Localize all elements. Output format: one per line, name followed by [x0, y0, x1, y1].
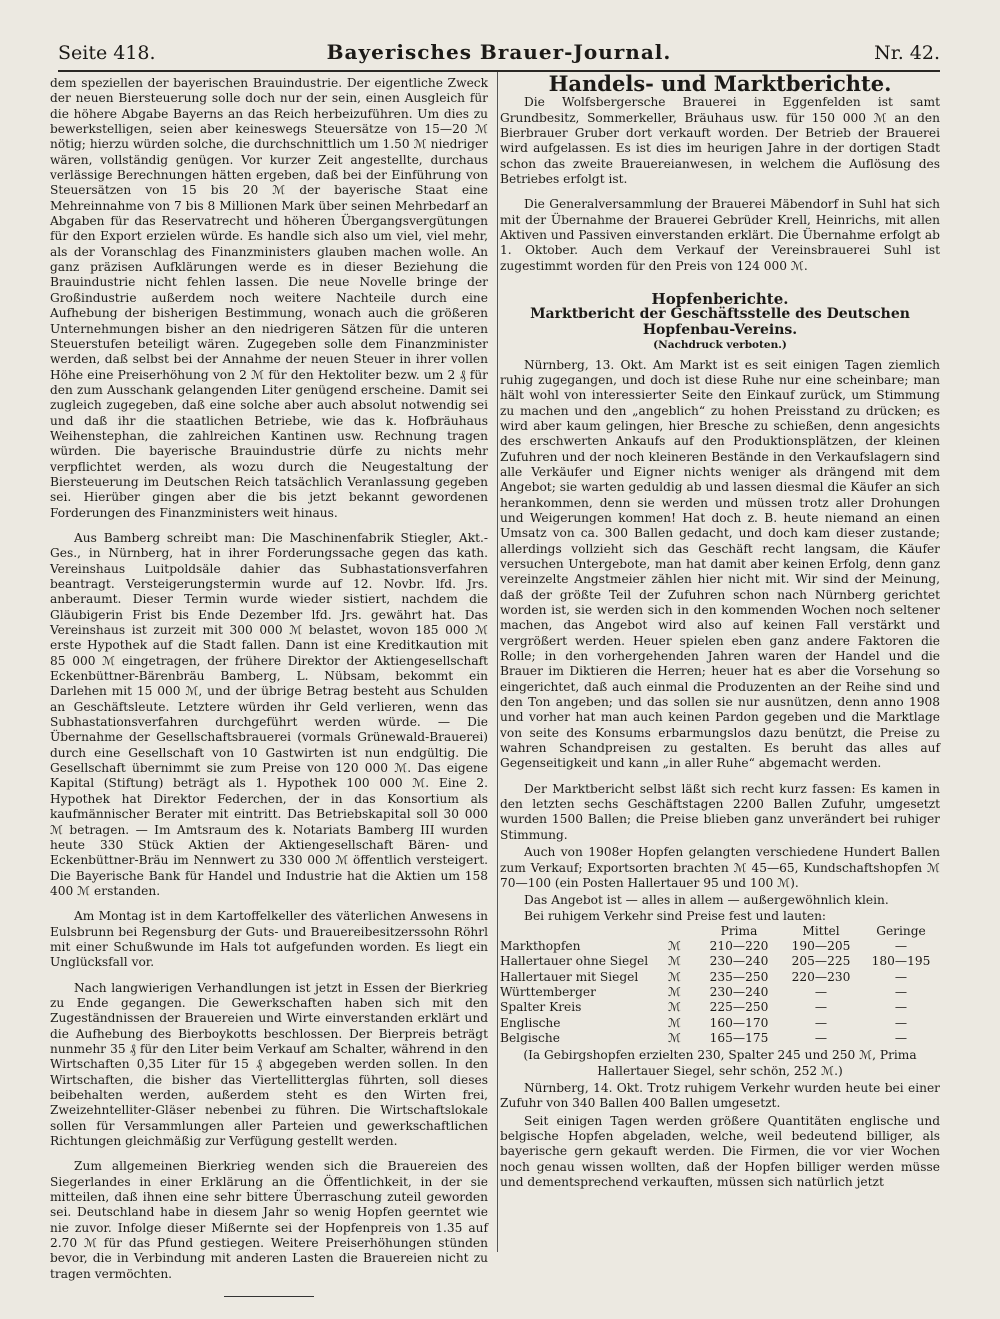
table-cell: —: [894, 1030, 908, 1045]
table-note: (Ia Gebirgshopfen erzielten 230, Spalter 245 und 250 ℳ, Prima Hallertauer Siegel, sehr schön, 252 ℳ.): [523, 1048, 917, 1078]
table-header-cell: [500, 924, 668, 939]
table-cell: 160—170: [709, 1015, 769, 1030]
table-cell: Englische: [500, 1015, 561, 1030]
page-number: Seite 418.: [58, 42, 156, 64]
article-paragraph: Nach langwierigen Verhandlungen ist jetzt in Essen der Bierkrieg zu Ende gegangen. Die Gewerkschaften haben sich mit den Zugeständnissen der Brauereien und Wirte einverstanden erklärt und die Aufhebung des Bierboykotts beschlossen. Der Bierpreis beträgt nunmehr 35 ₰ für den Liter beim Verkauf am Schalter, während in den Wirtschaften 0,35 Liter für 15 ₰ abgegeben werden sollen. In den Wirtschaften, die bisher das Viertellitterglas führten, soll dieses beibehalten werden, außerdem steht es den Wirten frei, Zweizehntelliter-Gläser nebenbei zu führen. Die Wirtschaftslokale sollen für Versammlungen aller Parteien und gewerkschaftlichen Richtungen gleichmäßig zur Verfügung gestellt werden.: [50, 980, 488, 1149]
journal-title: Bayerisches Brauer-Journal.: [326, 40, 672, 64]
table-cell: Spalter Kreis: [500, 1000, 582, 1015]
table-cell: —: [894, 985, 908, 1000]
table-cell: —: [894, 1000, 908, 1015]
article-paragraph: dem speziellen der bayerischen Brauindustrie. Der eigentliche Zweck der neuen Biersteuerung solle doch nur der sein, einen Ausgleich für die höhere Abgabe Bayerns an das Reich herbeizuführen. Um dies zu bewerkstelligen, seien aber keineswegs Steuersätze von 15—20 ℳ nötig; hierzu würden solche, die durchschnittlich um 1.50 ℳ niedriger wären, vollständig genügen. Vor kurzer Zeit angestellte, durchaus verlässige Berechnungen hätten ergeben, daß bei der Einführung von Steuersätzen von 15 bis 20 ℳ der bayerische Staat eine Mehreinnahme von 7 bis 8 Millionen Mark über seinen Mehrbedarf an Abgaben für das Reservatrecht und höheren Übergangsvergütungen für den Export erzielen würde. Es handle sich also um viel, viel mehr, als der Voranschlag des Finanzministers glauben machen wolle. An ganz präzisen Aufklärungen werde es in dieser Beziehung die Brauindustrie nicht fehlen lassen. Die neue Novelle bringe der Großindustrie außerdem noch weitere Nachteile durch eine Aufhebung der bisherigen Bestimmung, wonach auch die größeren Unternehmungen bisher an den niedrigeren Sätzen für die unteren Steuerstufen beteiligt wären. Zugegeben solle dem Finanzminister werden, daß selbst bei der Annahme der neuen Steuer in ihrer vollen Höhe eine Preiserhöhung von 2 ℳ für den Hektoliter bezw. um 2 ₰ für den zum Ausschank gelangenden Liter genügend erscheine. Damit sei zugleich zugegeben, daß eine solche aber auch absolut notwendig sei und daß ihr die staatlichen Betriebe, wie das k. Hofbräuhaus Weihenstephan, die zahlreichen Kantinen usw. Rechnung tragen würden. Die bayerische Brauindustrie dürfe zu nichts mehr verpflichtet werden, als wozu durch die Neugestaltung der Biersteuerung im Deutschen Reich tatsächlich Veranlassung gegeben sei. Hierüber gingen aber die bis jetzt bekannt gewordenen Forderungen des Finanzministers weit hinaus.: [50, 76, 488, 520]
table-cell: ℳ: [668, 969, 682, 984]
column-divider: [497, 72, 498, 1252]
table-cell: —: [814, 985, 828, 1000]
table-cell: —: [814, 1030, 828, 1045]
table-cell: 235—250: [709, 969, 769, 984]
left-column: [50, 76, 488, 1297]
table-cell: Markthopfen: [500, 939, 581, 954]
table-header-row: [500, 924, 940, 939]
hop-report-subheading: Marktbericht der Geschäftsstelle des Deutschen Hopfenbau-Vereins.: [530, 306, 910, 338]
hop-price-table: [500, 924, 940, 1046]
table-cell: —: [814, 1000, 828, 1015]
table-row: [500, 985, 940, 1000]
table-row: [500, 1000, 940, 1015]
table-cell: ℳ: [668, 1000, 682, 1015]
table-cell: 230—240: [709, 954, 769, 969]
table-cell: ℳ: [668, 1015, 682, 1030]
article-paragraph: Nürnberg, 13. Okt. Am Markt ist es seit einigen Tagen ziemlich ruhig zugegangen, und doch ist diese Ruhe nur eine scheinbare; man hält wohl von interessierter Seite den Einkauf zurück, um Stimmung zu machen und den „angeblich“ zu hohen Preisstand zu drücken; es wird aber kaum gelingen, hier Bresche zu schießen, denn angesichts des erschwerten Ankaufs auf den Produktionsplätzen, der kleinen Zufuhren und der noch kleineren Bestände in den Verkaufslagern sind alle Verkäufer und Eigner nichts weniger als drängend mit dem Angebot; sie warten geduldig ab und lassen diesmal die Käufer an sich herankommen, denn sie werden und müssen trotz aller Drohungen und Weigerungen kommen! Hat doch z. B. heute niemand an einen Umsatz von ca. 300 Ballen gedacht, und doch kam dieser zustande; allerdings vollzieht sich das Geschäft recht langsam, die Käufer versuchen Untergebote, man hat damit aber keinen Erfolg, denn ganz vereinzelte Angstmeier zählen hier nicht mit. Wir sind der Meinung, daß der größte Teil der Zufuhren schon nach Nürnberg gerichtet worden ist, sie werden sich in den kommenden Wochen noch seltener machen, das Angebot wird also auf keinen Fall verstärkt und vergrößert werden. Heuer spielen eben ganz andere Faktoren die Rolle; in den vorhergehenden Jahren waren der Handel und die Brauer im Diktieren die Herren; heuer hat es aber die Vorsehung so eingerichtet, daß auch einmal die Produzenten an der Reihe sind und den Ton angeben; und das sollen sie nur ausnützen, denn anno 1908 und vorher hat man auch keinen Pardon gegeben und die Marktlage von seite des Konsums erbarmungslos dazu benützt, die Preise zu wahren Schandpreisen zu gestalten. Es beruht das alles auf Gegenseitigkeit und kann „in aller Ruhe“ abgemacht werden.: [500, 357, 940, 771]
table-cell: 190—205: [791, 939, 851, 954]
table-cell: Belgische: [500, 1030, 560, 1045]
table-cell: ℳ: [668, 954, 682, 969]
reprint-note: (Nachdruck verboten.): [653, 339, 787, 352]
table-cell: ℳ: [668, 1030, 682, 1045]
table-cell: —: [894, 939, 908, 954]
table-cell: 210—220: [709, 939, 769, 954]
table-cell: 225—250: [709, 1000, 769, 1015]
table-row: [500, 939, 940, 954]
table-header-cell: [668, 924, 698, 939]
table-cell: Hallertauer mit Siegel: [500, 969, 639, 984]
table-cell: 220—230: [791, 969, 851, 984]
table-cell: Württemberger: [500, 985, 596, 1000]
page-header: [58, 40, 940, 70]
table-row: [500, 970, 940, 985]
table-cell: 205—225: [791, 954, 851, 969]
article-paragraph: Aus Bamberg schreibt man: Die Maschinenfabrik Stiegler, Akt.-Ges., in Nürnberg, hat in ihrer Forderungssache gegen das kath. Vereinshaus Luitpoldsäle dahier das Subhastationsverfahren beantragt. Versteigerungstermin wurde auf 12. Novbr. lfd. Jrs. anberaumt. Dieser Termin wurde wieder sistiert, nachdem die Gläubigerin Frist bis Ende Dezember lfd. Jrs. gewährt hat. Das Vereinshaus ist zurzeit mit 300 000 ℳ belastet, wovon 185 000 ℳ erste Hypothek auf die Stadt fallen. Dann ist eine Kreditkaution mit 85 000 ℳ eingetragen, der frühere Direktor der Aktiengesellschaft Eckenbüttner-Bärenbräu Bamberg, L. Nübsam, bekommt ein Darlehen mit 15 000 ℳ, und der übrige Betrag besteht aus Schulden an Geschäftsleute. Letztere würden ihr Geld verlieren, wenn das Subhastationsverfahren durchgeführt werden würde. — Die Übernahme der Gesellschaftsbrauerei (vormals Grünewald-Brauerei) durch eine Gesellschaft von 10 Gastwirten ist nun endgültig. Die Gesellschaft übernimmt sie zum Preise von 120 000 ℳ. Das eigene Kapital (Stiftung) beträgt als 1. Hypothek 100 000 ℳ. Eine 2. Hypothek hat Direktor Federchen, der in das Konsortium als kaufmännischer Berater mit eintritt. Das Betriebskapital soll 30 000 ℳ betragen. — Im Amtsraum des k. Notariats Bamberg III wurden heute 330 Stück Aktien der Aktiengesellschaft Bären- und Eckenbüttner-Bräu im Nennwert zu 330 000 ℳ öffentlich versteigert. Die Bayerische Bank für Handel und Industrie hat die Aktien um 158 400 ℳ erstanden.: [50, 530, 488, 898]
table-row: [500, 1031, 940, 1046]
article-paragraph: Das Angebot ist — alles in allem — außergewöhnlich klein.: [524, 893, 889, 908]
table-cell: ℳ: [668, 939, 682, 954]
table-row: [500, 954, 940, 969]
article-paragraph: Nürnberg, 14. Okt. Trotz ruhigem Verkehr wurden heute bei einer Zufuhr von 340 Ballen 400 Ballen umgesetzt.: [500, 1080, 940, 1111]
article-paragraph: Die Wolfsbergersche Brauerei in Eggenfelden ist samt Grundbesitz, Sommerkeller, Bräuhaus usw. für 150 000 ℳ an den Bierbrauer Gruber dort verkauft worden. Der Betrieb der Brauerei wird aufgelassen. Es ist dies im heurigen Jahre in der dortigen Stadt schon das zweite Brauereianwesen, in welchem die Auflösung des Betriebes erfolgt ist.: [500, 95, 940, 187]
table-header-cell: Geringe: [876, 923, 926, 938]
table-cell: 230—240: [709, 985, 769, 1000]
table-row: [500, 1016, 940, 1031]
table-cell: —: [894, 1015, 908, 1030]
table-cell: —: [814, 1015, 828, 1030]
table-cell: 165—175: [709, 1030, 769, 1045]
article-paragraph: Seit einigen Tagen werden größere Quantitäten englische und belgische Hopfen abgeladen, welche, weil bedeutend billiger, als bayerische gern gekauft werden. Die Firmen, die vor vier Wochen noch genau wissen wollten, daß der Hopfen billiger werden müsse und dementsprechend verkauften, müssen sich natürlich jetzt: [500, 1113, 940, 1189]
article-paragraph: Zum allgemeinen Bierkrieg wenden sich die Brauereien des Siegerlandes in einer Erklärung an die Öffentlichkeit, in der sie mitteilen, daß ihnen eine sehr bittere Überraschung zuteil geworden sei. Deutschland habe in diesem Jahr so wenig Hopfen geerntet wie nie zuvor. Infolge dieser Mißernte sei der Hopfenpreis von 1.35 auf 2.70 ℳ für das Pfund gestiegen. Weitere Preiserhöhungen stünden bevor, die in Verbindung mit anderen Lasten die Brauereien nicht zu tragen vermöchten.: [50, 1159, 488, 1281]
article-paragraph: Bei ruhigem Verkehr sind Preise fest und lauten:: [524, 908, 827, 923]
table-header-cell: Prima: [720, 923, 758, 938]
table-cell: ℳ: [668, 985, 682, 1000]
issue-number: Nr. 42.: [874, 42, 940, 64]
article-paragraph: Der Marktbericht selbst läßt sich recht kurz fassen: Es kamen in den letzten sechs Geschäftstagen 2200 Ballen Zufuhr, umgesetzt wurden 1500 Ballen; die Preise blieben ganz unverändert bei ruhiger Stimmung.: [500, 781, 940, 842]
article-paragraph: Am Montag ist in dem Kartoffelkeller des väterlichen Anwesens in Eulsbrunn bei Regensburg der Guts- und Brauereibesitzerssohn Röhrl mit einer Schußwunde im Hals tot aufgefunden worden. Es liegt ein Unglücksfall vor.: [50, 909, 488, 970]
end-rule: [224, 1296, 314, 1297]
article-paragraph: Die Generalversammlung der Brauerei Mäbendorf in Suhl hat sich mit der Übernahme der Brauerei Gebrüder Krell, Heinrichs, mit allen Aktiven und Passiven einverstanden erklärt. Die Übernahme erfolgt ab 1. Oktober. Auch dem Verkauf der Vereinsbrauerei Suhl ist zugestimmt worden für den Preis von 124 000 ℳ.: [500, 197, 940, 273]
table-cell: 180—195: [871, 954, 931, 969]
right-column: [500, 71, 940, 1200]
table-cell: Hallertauer ohne Siegel: [500, 954, 649, 969]
article-paragraph: Auch von 1908er Hopfen gelangten verschiedene Hundert Ballen zum Verkauf; Exportsorten brachten ℳ 45—65, Kundschaftshopfen ℳ 70—100 (ein Posten Hallertauer 95 und 100 ℳ).: [500, 845, 940, 890]
table-cell: —: [894, 969, 908, 984]
section-heading: Handels- und Marktberichte.: [548, 71, 892, 96]
table-header-cell: Mittel: [802, 923, 840, 938]
hop-report-heading: Hopfenberichte.: [651, 290, 789, 309]
